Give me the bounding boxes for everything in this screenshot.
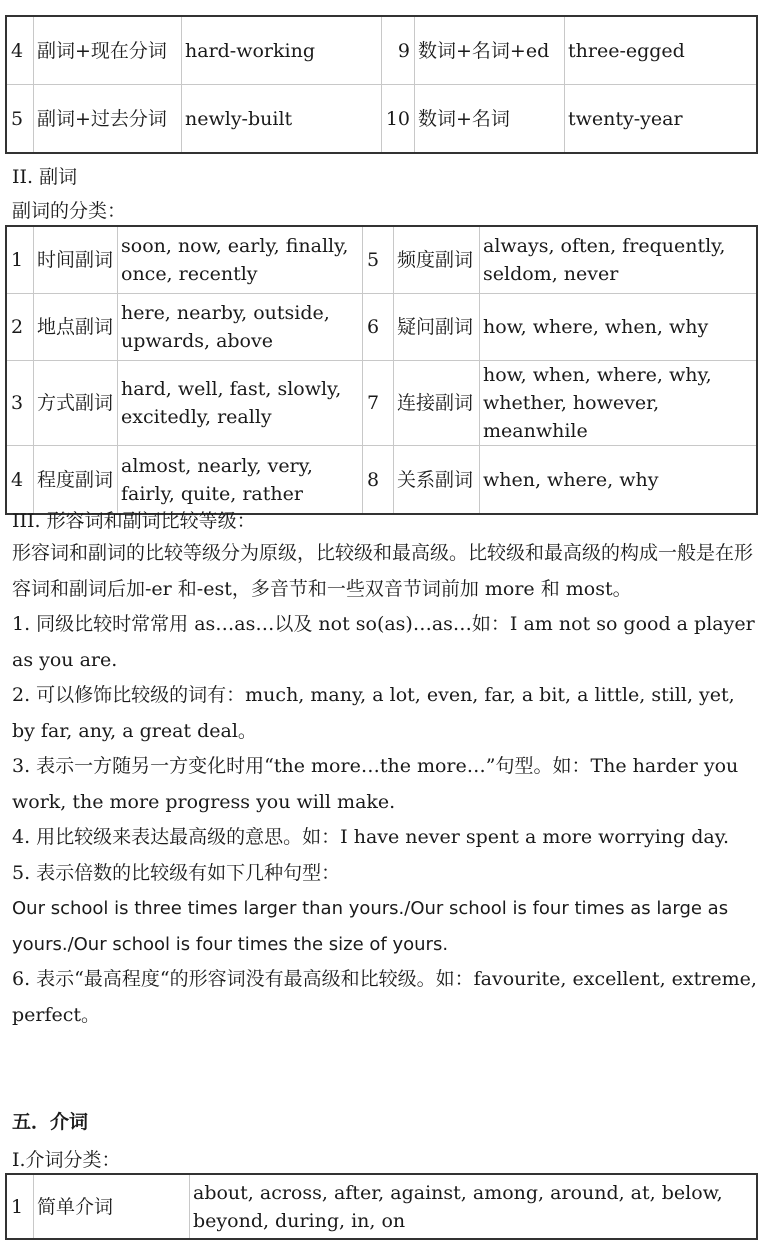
example-cell: when, where, why [480, 446, 757, 514]
paragraph: 1. 同级比较时常常用 as…as…以及 not so(as)…as…如：I am not so good a player as you are. [12, 613, 755, 671]
section-heading-adverbs: II. 副词 [12, 166, 78, 188]
category-cell: 方式副词 [34, 361, 118, 446]
row-number: 10 [382, 85, 415, 153]
example-cell: almost, nearly, very, fairly, quite, rather [118, 446, 363, 514]
row-number: 5 [7, 85, 34, 153]
table-row [7, 446, 757, 514]
category-cell: 地点副词 [34, 294, 118, 361]
row-number: 7 [363, 361, 394, 446]
example-cell: about, across, after, against, among, around, at, below, beyond, during, in, on [190, 1175, 757, 1239]
paragraph: 2. 可以修饰比较级的词有：much, many, a lot, even, far, a bit, a little, still, yet, by far, any, a great deal。 [12, 684, 735, 742]
category-cell: 数词+名词 [415, 85, 565, 153]
category-cell: 连接副词 [394, 361, 480, 446]
adverb-types-table [6, 226, 757, 514]
category-cell: 副词+现在分词 [34, 17, 182, 85]
example-cell: how, when, where, why, whether, however, meanwhile [480, 361, 757, 446]
table-row [7, 1175, 757, 1239]
category-cell: 频度副词 [394, 227, 480, 294]
paragraph: 3. 表示一方随另一方变化时用“the more…the more…”句型。如：The harder you work, the more progress you will make. [12, 755, 739, 813]
category-cell: 数词+名词+ed [415, 17, 565, 85]
preposition-types-table [6, 1174, 757, 1239]
table-row [7, 227, 757, 294]
example-cell: how, where, when, why [480, 294, 757, 361]
example-cell: soon, now, early, finally, once, recently [118, 227, 363, 294]
row-number: 4 [7, 446, 34, 514]
paragraph: Our school is three times larger than yours./Our school is four times as large as yours./Our school is four times the size of yours. [12, 898, 729, 955]
row-number: 8 [363, 446, 394, 514]
category-cell: 简单介词 [34, 1175, 190, 1239]
example-cell: three-egged [565, 17, 757, 85]
compound-words-table [6, 16, 757, 153]
example-cell: hard, well, fast, slowly, excitedly, really [118, 361, 363, 446]
category-cell: 程度副词 [34, 446, 118, 514]
example-cell: newly-built [182, 85, 382, 153]
paragraph: 形容词和副词的比较等级分为原级，比较级和最高级。比较级和最高级的构成一般是在形容词和副词后加-er 和-est，多音节和一些双音节词前加 more 和 most。 [12, 542, 754, 600]
comparison-body [12, 536, 760, 1033]
table-row [7, 361, 757, 446]
paragraph: 5. 表示倍数的比较级有如下几种句型： [12, 861, 341, 884]
example-cell: hard-working [182, 17, 382, 85]
category-cell: 疑问副词 [394, 294, 480, 361]
row-number: 6 [363, 294, 394, 361]
example-cell: twenty-year [565, 85, 757, 153]
subheading-adverb-types: 副词的分类： [12, 200, 127, 222]
row-number: 2 [7, 294, 34, 361]
paragraph: 6. 表示“最高程度“的形容词没有最高级和比较级。如：favourite, excellent, extreme, perfect。 [12, 968, 757, 1026]
category-cell: 副词+过去分词 [34, 85, 182, 153]
table-row [7, 294, 757, 361]
row-number: 3 [7, 361, 34, 446]
example-cell: always, often, frequently, seldom, never [480, 227, 757, 294]
row-number: 4 [7, 17, 34, 85]
section-heading-prepositions: 五．介词 [12, 1111, 89, 1133]
table-row [7, 17, 757, 85]
row-number: 9 [382, 17, 415, 85]
row-number: 1 [7, 227, 34, 294]
row-number: 1 [7, 1175, 34, 1239]
paragraph: 4. 用比较级来表达最高级的意思。如：I have never spent a more worrying day. [12, 826, 729, 848]
row-number: 5 [363, 227, 394, 294]
category-cell: 关系副词 [394, 446, 480, 514]
example-cell: here, nearby, outside, upwards, above [118, 294, 363, 361]
subheading-preposition-types: I.介词分类： [12, 1149, 121, 1171]
category-cell: 时间副词 [34, 227, 118, 294]
table-row [7, 85, 757, 153]
section-heading-comparison: III. 形容词和副词比较等级： [12, 510, 256, 532]
